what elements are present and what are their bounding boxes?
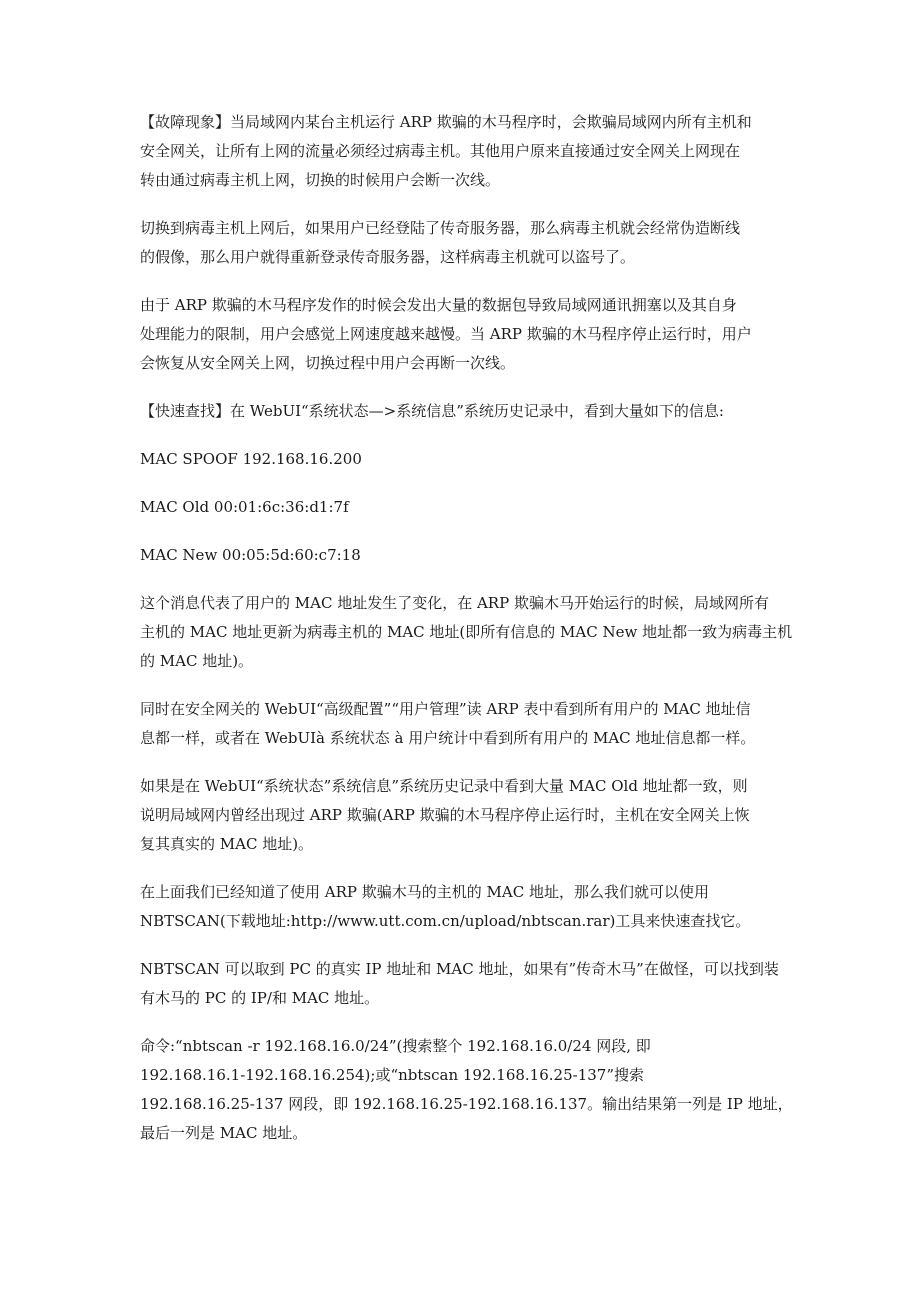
text-line: 192.168.16.25-137 网段，即 192.168.16.25-192.168.16.137。输出结果第一列是 IP 地址，	[140, 1095, 793, 1113]
text-line: 命令:“nbtscan -r 192.168.16.0/24”(搜索整个 192.168.16.0/24 网段, 即	[140, 1037, 651, 1055]
text-line: 安全网关，让所有上网的流量必须经过病毒主机。其他用户原来直接通过安全网关上网现在	[140, 142, 741, 160]
text-line: MAC SPOOF 192.168.16.200	[140, 450, 362, 468]
fault-symptom-paragraph	[140, 108, 788, 195]
text-line: 的假像，那么用户就得重新登录传奇服务器，这样病毒主机就可以盗号了。	[140, 248, 636, 266]
nbtscan-command-paragraph	[140, 1032, 793, 1148]
gateway-arp-table-paragraph	[140, 695, 788, 753]
text-line: 的 MAC 地址)。	[140, 652, 254, 670]
text-line: 192.168.16.1-192.168.16.254);或“nbtscan 192.168.16.25-137”搜索	[140, 1066, 644, 1084]
text-line: 同时在安全网关的 WebUI“高级配置”“用户管理”读 ARP 表中看到所有用户的 MAC 地址信	[140, 700, 751, 718]
mac-old-history-paragraph	[140, 772, 788, 859]
text-line: 【快速查找】在 WebUI“系统状态—>系统信息”系统历史记录中，看到大量如下的信息:	[140, 402, 724, 420]
text-line: 息都一样，或者在 WebUIà 系统状态 à 用户统计中看到所有用户的 MAC 地址信息都一样。	[140, 729, 756, 747]
text-line: 这个消息代表了用户的 MAC 地址发生了变化，在 ARP 欺骗木马开始运行的时候，局域网所有	[140, 594, 769, 612]
text-line: 如果是在 WebUI“系统状态”系统信息”系统历史记录中看到大量 MAC Old 地址都一致，则	[140, 777, 748, 795]
quick-find-paragraph	[140, 397, 788, 426]
text-line: 【故障现象】当局域网内某台主机运行 ARP 欺骗的木马程序时，会欺骗局域网内所有主机和	[140, 113, 752, 131]
text-line: NBTSCAN 可以取到 PC 的真实 IP 地址和 MAC 地址，如果有”传奇木马”在做怪，可以找到装	[140, 960, 779, 978]
arp-effects-paragraph	[140, 291, 788, 378]
text-line: NBTSCAN(下载地址:http://www.utt.com.cn/upload/nbtscan.rar)工具来快速查找它。	[140, 912, 751, 930]
mac-spoof-log-line	[140, 445, 788, 474]
text-line: 说明局域网内曾经出现过 ARP 欺骗(ARP 欺骗的木马程序停止运行时，主机在安全网关上恢	[140, 806, 750, 824]
text-line: 最后一列是 MAC 地址。	[140, 1124, 308, 1142]
text-line: 复其真实的 MAC 地址)。	[140, 835, 314, 853]
text-line: 处理能力的限制，用户会感觉上网速度越来越慢。当 ARP 欺骗的木马程序停止运行时，用户	[140, 325, 752, 343]
text-line: 由于 ARP 欺骗的木马程序发作的时候会发出大量的数据包导致局域网通讯拥塞以及其自身	[140, 296, 737, 314]
nbtscan-capability-paragraph	[140, 955, 788, 1013]
nbtscan-intro-paragraph	[140, 878, 788, 936]
switch-host-paragraph	[140, 214, 788, 272]
text-line: MAC Old 00:01:6c:36:d1:7f	[140, 498, 349, 516]
text-line: 切换到病毒主机上网后，如果用户已经登陆了传奇服务器，那么病毒主机就会经常伪造断线	[140, 219, 741, 237]
text-line: 会恢复从安全网关上网，切换过程中用户会再断一次线。	[140, 354, 516, 372]
text-line: 主机的 MAC 地址更新为病毒主机的 MAC 地址(即所有信息的 MAC New 地址都一致为病毒主机	[140, 623, 793, 641]
mac-old-log-line	[140, 493, 788, 522]
text-line: 有木马的 PC 的 IP/和 MAC 地址。	[140, 989, 380, 1007]
text-line: 在上面我们已经知道了使用 ARP 欺骗木马的主机的 MAC 地址，那么我们就可以使用	[140, 883, 709, 901]
mac-change-explanation-paragraph	[140, 589, 793, 676]
mac-new-log-line	[140, 541, 788, 570]
document-page	[140, 108, 793, 1167]
text-line: MAC New 00:05:5d:60:c7:18	[140, 546, 361, 564]
text-line: 转由通过病毒主机上网，切换的时候用户会断一次线。	[140, 171, 501, 189]
